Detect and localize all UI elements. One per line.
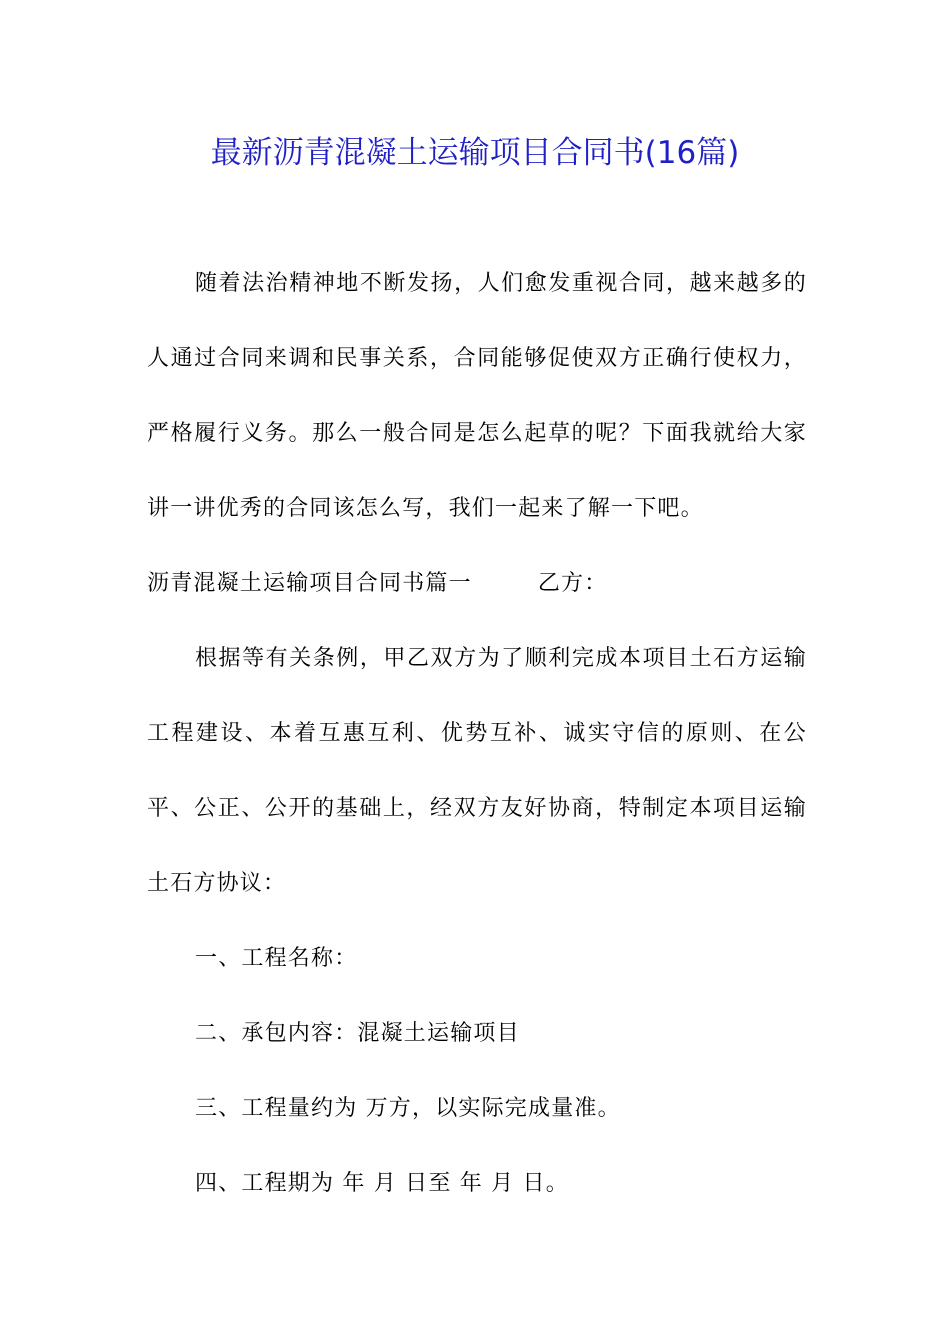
basis-paragraph: 根据等有关条例，甲乙双方为了顺利完成本项目土石方运输工程建设、本着互惠互利、优势互补、诚实守信的原则、在公平、公正、公开的基础上，经双方友好协商，特制定本项目运输土石方协议： xyxy=(147,646,807,896)
clause-item: 四、工程期为 年 月 日至 年 月 日。 xyxy=(195,1171,569,1196)
document-title: 最新沥青混凝土运输项目合同书(16篇) xyxy=(210,135,740,171)
section-heading: 沥青混凝土运输项目合同书篇一 xyxy=(147,571,472,596)
clause-item: 二、承包内容：混凝土运输项目 xyxy=(195,1021,520,1046)
party-b-label: 乙方： xyxy=(537,571,608,596)
intro-paragraph: 随着法治精神地不断发扬，人们愈发重视合同，越来越多的人通过合同来调和民事关系，合同能够促使双方正确行使权力，严格履行义务。那么一般合同是怎么起草的呢？下面我就给大家讲一讲优秀的合同该怎么写，我们一起来了解一下吧。 xyxy=(147,271,807,521)
clause-item: 三、工程量约为 万方，以实际完成量准。 xyxy=(195,1096,621,1121)
clause-item: 一、工程名称： xyxy=(195,946,358,971)
section-heading-line xyxy=(147,546,807,621)
document-body xyxy=(147,246,807,1221)
